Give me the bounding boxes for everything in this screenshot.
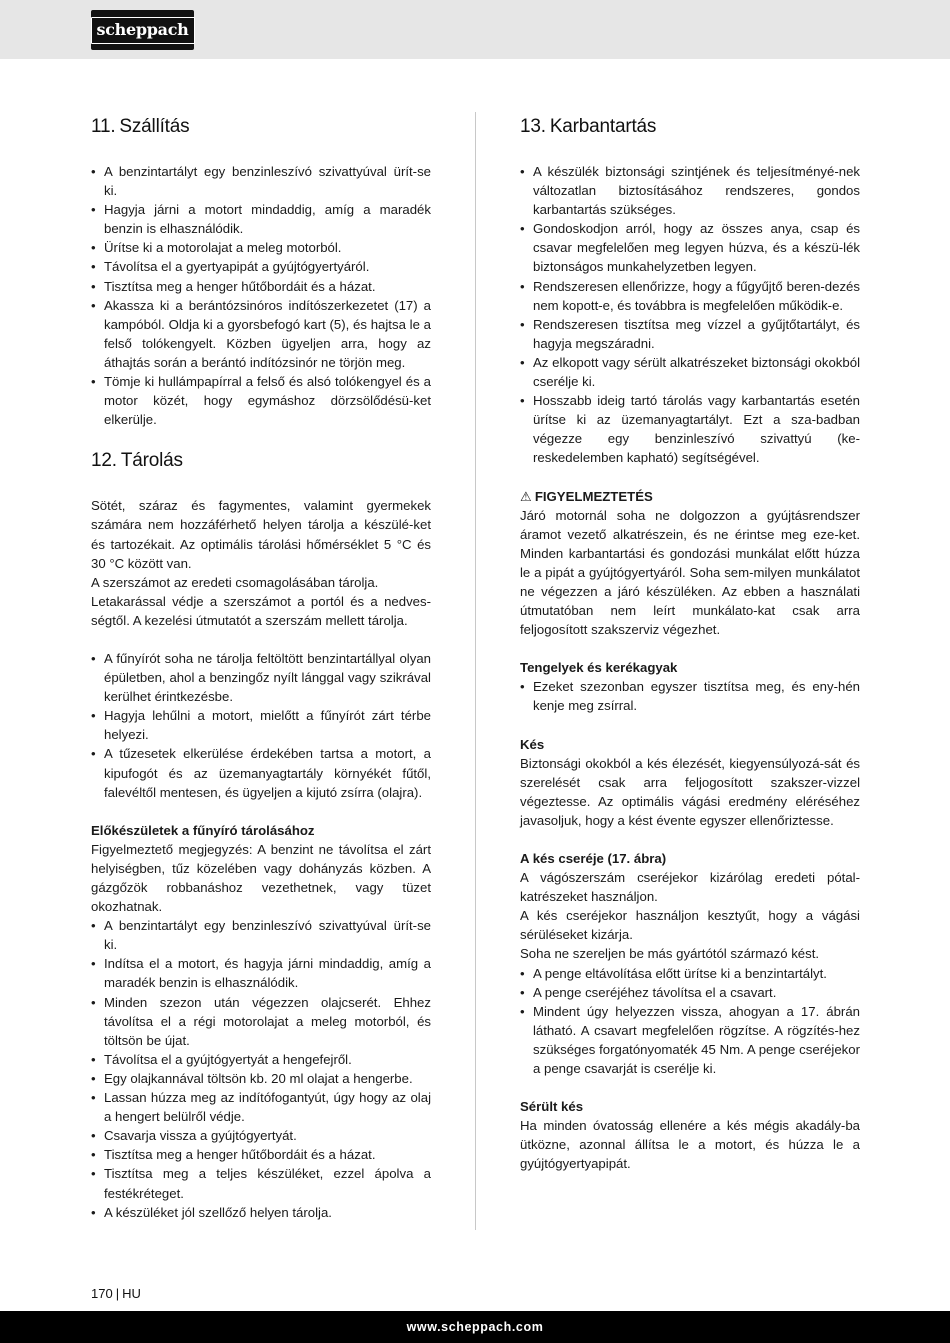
damaged-blade-text: Ha minden óvatosság ellenére a kés mégis akadály-ba ütközne, azonnal állítsa le a motort, és húzza le a gyújtógyertyapipát. <box>520 1118 860 1172</box>
list-item: • Az elkopott vagy sérült alkatrészeket biztonsági okokból cserélje ki. <box>520 353 860 391</box>
list-item: • A benzintartályt egy benzinleszívó szivattyúval ürít-se ki. <box>91 916 431 954</box>
page-number-separator: | <box>115 1286 120 1301</box>
list-item: • A benzintartályt egy benzinleszívó szivattyúval ürít-se ki. <box>91 162 431 200</box>
section-12-number: 12. <box>91 450 117 472</box>
section-11-number: 11. <box>91 116 116 137</box>
right-column <box>520 114 860 1174</box>
storage-paragraph: A szerszámot az eredeti csomagolásában tárolja. <box>91 574 379 590</box>
section-12-heading <box>91 448 431 474</box>
website-url: www.scheppach.com <box>406 1320 544 1334</box>
list-item: • Csavarja vissza a gyújtógyertyát. <box>91 1126 431 1145</box>
list-item: • Akassza ki a berántózsinóros indítószerkezetet (17) a kampóból. Oldja ki a gyorsbefogó kart (5), és hajtsa le a felső tolókengyelt. Közben ügyeljen arra, hogy az áthajtás során a berántó indítózsinór ne törjön meg. <box>91 296 431 372</box>
warning-heading <box>520 487 860 506</box>
prep-list <box>91 916 431 1222</box>
axles-list <box>520 677 860 715</box>
spacer <box>520 639 860 658</box>
brand-logo-text: scheppach <box>96 19 189 39</box>
spacer <box>91 802 431 821</box>
header-band <box>0 0 950 59</box>
blade-change-line: A kés cseréjekor használjon kesztyűt, hogy a vágási sérüléseket kizárja. <box>520 908 860 943</box>
list-item: • Rendszeresen ellenőrizze, hogy a fűgyűjtő beren-dezés nem kopott-e, és továbbra is megfelelően működik-e. <box>520 277 860 315</box>
list-item: • Hagyja járni a motort mindaddig, amíg a maradék benzin is elhasználódik. <box>91 200 431 238</box>
list-item: • Tisztítsa meg a henger hűtőbordáit és a házat. <box>91 277 431 296</box>
list-item: • A készüléket jól szellőző helyen tárolja. <box>91 1203 431 1222</box>
list-item: • A tűzesetek elkerülése érdekében tartsa a motort, a kipufogót és az üzemanyagtartály környékét fűtől, falevéltől mentesen, és ügyeljen a kijutó zsírra (olajra). <box>91 744 431 801</box>
list-item: • Távolítsa el a gyújtógyertyát a hengefejről. <box>91 1050 431 1069</box>
spacer <box>91 630 431 649</box>
list-item: • Hosszabb ideig tartó tárolás vagy karbantartás esetén ürítse ki az üzemanyagtartályt. Ezt a sza-badban végezze egy benzinleszívó szivattyú (ke-reskedelemben kapható) segítségével. <box>520 391 860 467</box>
list-item: • Minden szezon után végezzen olajcserét. Ehhez távolítsa el a régi motorolajat a meleg motorból, és töltsön be újat. <box>91 993 431 1050</box>
page-number-value: 170 <box>91 1286 113 1301</box>
list-item: • A készülék biztonsági szintjének és teljesítményé-nek változatlan biztosításához rendszeres, gondos karbantartás szükséges. <box>520 162 860 219</box>
section-12-title: Tárolás <box>120 450 183 472</box>
list-item: • Mindent úgy helyezzen vissza, ahogyan a 17. ábrán látható. A csavart megfelelően rögzítse. A rögzítés-hez szükséges forgatónyomaték 45 Nm. A penge cseréjekor a penge csavarját is cserélje ki. <box>520 1002 860 1078</box>
spacer <box>520 468 860 487</box>
damaged-blade-title: Sérült kés <box>520 1099 584 1115</box>
list-item: • Tömje ki hullámpapírral a felső és alsó tolókengyel és a motor közét, hogy egymáshoz dörzsölődésü-ket elkerülje. <box>91 372 431 429</box>
blade-text: Biztonsági okokból a kés élezését, kiegyensúlyozá-sát és szerelését csak arra feljogosított szakszer-vizzel végeztesse. Az optimális vágási eredmény eléréséhez javasoljuk, hogy a kést évente egyszer ellenőriztesse. <box>520 755 860 828</box>
list-item: • Gondoskodjon arról, hogy az összes anya, csap és csavar megfelelően meg legyen húzva, és a készü-lék biztonságos munkahelyzetben legyen. <box>520 219 860 276</box>
blade-change-list <box>520 964 860 1079</box>
blade-title: Kés <box>520 736 545 752</box>
storage-paragraph: Letakarással védje a szerszámot a portól és a nedves-ségtől. A kezelési útmutatót a szerszám mellett tárolja. <box>91 593 431 628</box>
prep-title: Előkészületek a fűnyíró tárolásához <box>91 822 315 838</box>
warning-icon: ⚠ <box>520 488 532 504</box>
blade-change-line: A vágószerszám cseréjekor kizárólag eredeti pótal-katrészeket használjon. <box>520 870 860 905</box>
spacer <box>520 830 860 849</box>
page-number <box>91 1286 141 1301</box>
storage-paragraph: Sötét, száraz és fagymentes, valamint gyermekek számára nem hozzáférhető helyen tárolja a készülé-ket és tartozékait. Az optimális tárolási hőmérséklet 5 °C és 30 °C között van. <box>91 498 431 571</box>
spacer <box>91 140 431 162</box>
maintenance-list <box>520 162 860 468</box>
list-item: • Egy olajkannával töltsön kb. 20 ml olajat a hengerbe. <box>91 1069 431 1088</box>
blade-change-title: A kés cseréje (17. ábra) <box>520 851 667 866</box>
column-divider <box>475 112 476 1230</box>
list-item: • Távolítsa el a gyertyapipát a gyújtógyertyáról. <box>91 257 431 276</box>
list-item: • A penge eltávolítása előtt ürítse ki a benzintartályt. <box>520 964 860 983</box>
warning-text: Járó motornál soha ne dolgozzon a gyújtásrendszer áramot vezető alkatrészein, és ne érintse meg eze-ket. Minden karbantartási és gondozási munkálat előtt húzza le a pipát a gyújtógyertyáról. Soha sem-milyen munkálatot ne végezzen a járó készüléken. Az ebben a használati útmutatóban nem leírt munkálato-kat csak arra feljogosított szakszerviz végezhet. <box>520 507 860 638</box>
footer-band <box>0 1311 950 1343</box>
list-item: • Ürítse ki a motorolajat a meleg motorból. <box>91 238 431 257</box>
spacer <box>91 474 431 496</box>
list-item: • A fűnyírót soha ne tárolja feltöltött benzintartállyal olyan épületben, ahol a benzingőz nyílt lánggal vagy szikrával kerülhet érintkezésbe. <box>91 649 431 706</box>
list-item: • A penge cseréjéhez távolítsa el a csavart. <box>520 983 860 1002</box>
axles-title: Tengelyek és kerékagyak <box>520 660 678 676</box>
list-item: • Tisztítsa meg a teljes készüléket, ezzel ápolva a festékréteget. <box>91 1164 431 1202</box>
list-item: • Rendszeresen tisztítsa meg vízzel a gyűjtőtartályt, és hagyja megszáradni. <box>520 315 860 353</box>
brand-logo-frame <box>91 17 195 44</box>
spacer <box>91 429 431 448</box>
left-column <box>91 114 431 1222</box>
language-code: HU <box>122 1286 141 1301</box>
list-item: • Tisztítsa meg a henger hűtőbordáit és a házat. <box>91 1145 431 1164</box>
storage-list <box>91 649 431 802</box>
list-item: • Ezeket szezonban egyszer tisztítsa meg, és eny-hén kenje meg zsírral. <box>520 677 860 715</box>
list-item: • Hagyja lehűlni a motort, mielőtt a fűnyírót zárt térbe helyezi. <box>91 706 431 744</box>
spacer <box>520 716 860 735</box>
list-item: • Lassan húzza meg az indítófogantyút, úgy hogy az olaj a hengert belülről védje. <box>91 1088 431 1126</box>
prep-warning-text: Figyelmeztető megjegyzés: A benzint ne távolítsa el zárt helyiségben, tűz közelében vagy dohányzás közben. A gázgőzök robbanáshoz vezethetnek, vagy tüzet okozhatnak. <box>91 841 431 915</box>
section-13-heading <box>520 114 860 140</box>
brand-logo <box>91 10 194 50</box>
list-item: • Indítsa el a motort, és hagyja járni mindaddig, amíg a maradék benzin is elhasználódik. <box>91 954 431 992</box>
section-11-heading <box>91 114 431 140</box>
spacer <box>520 140 860 162</box>
warning-title: FIGYELMEZTETÉS <box>534 488 653 504</box>
section-13-number: 13. <box>520 116 546 137</box>
spacer <box>520 1078 860 1097</box>
blade-change-line: Soha ne szereljen be más gyártótól származó kést. <box>520 946 820 962</box>
section-11-title: Szállítás <box>119 116 190 137</box>
section-11-list <box>91 162 431 429</box>
section-13-title: Karbantartás <box>549 116 657 137</box>
